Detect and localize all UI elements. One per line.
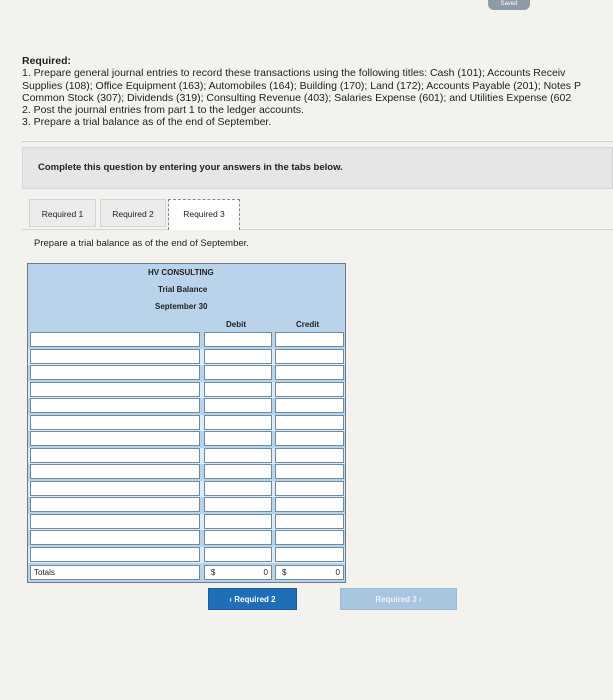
debit-input[interactable] [204, 382, 272, 397]
debit-input[interactable] [204, 464, 272, 479]
statement-title: Trial Balance [158, 285, 208, 294]
debit-input[interactable] [204, 415, 272, 430]
table-row [28, 349, 345, 366]
debit-input[interactable] [204, 431, 272, 446]
statement-date: September 30 [155, 302, 208, 311]
tab-instruction: Prepare a trial balance as of the end of September. [34, 238, 249, 249]
previous-required-2-button[interactable]: ‹ Required 2 [208, 588, 297, 610]
next-required-3-button[interactable]: Required 3 › [340, 588, 457, 610]
section-divider [22, 141, 613, 142]
account-input[interactable] [30, 365, 200, 380]
account-input[interactable] [30, 514, 200, 529]
credit-input[interactable] [275, 415, 344, 430]
credit-input[interactable] [275, 431, 344, 446]
tab-required-1[interactable]: Required 1 [29, 199, 96, 227]
table-row [28, 415, 345, 432]
debit-total-currency: $ [211, 568, 216, 577]
requirements-title: Required: [22, 55, 72, 67]
account-input[interactable] [30, 530, 200, 545]
debit-input[interactable] [204, 398, 272, 413]
debit-column-header: Debit [226, 320, 246, 329]
table-row [28, 497, 345, 514]
requirements-text [22, 55, 613, 129]
table-row [28, 431, 345, 448]
debit-input[interactable] [204, 530, 272, 545]
account-input[interactable] [30, 349, 200, 364]
debit-total-value: 0 [263, 568, 268, 577]
debit-input[interactable] [204, 547, 272, 562]
credit-input[interactable] [275, 398, 344, 413]
question-instruction-text: Complete this question by entering your answers in the tabs below. [38, 162, 343, 173]
totals-row [28, 563, 345, 582]
account-input[interactable] [30, 448, 200, 463]
account-input[interactable] [30, 431, 200, 446]
requirement-item: Common Stock (307); Dividends (319); Consulting Revenue (403); Salaries Expense (601); and Utilities Expense (602 [22, 91, 572, 104]
saved-status-badge: Saved [488, 0, 530, 10]
credit-column-header: Credit [296, 320, 320, 329]
account-input[interactable] [30, 547, 200, 562]
requirement-item: 1. Prepare general journal entries to record these transactions using the following titles: Cash (101); Accounts Receiv [22, 67, 566, 80]
table-row [28, 464, 345, 481]
credit-input[interactable] [275, 497, 344, 512]
account-input[interactable] [30, 481, 200, 496]
credit-total-value: 0 [335, 568, 340, 577]
tab-required-2[interactable]: Required 2 [100, 199, 166, 227]
credit-input[interactable] [275, 365, 344, 380]
table-row [28, 448, 345, 465]
trial-balance-header [28, 264, 345, 332]
account-input[interactable] [30, 415, 200, 430]
account-input[interactable] [30, 497, 200, 512]
credit-input[interactable] [275, 514, 344, 529]
account-input[interactable] [30, 464, 200, 479]
table-row [28, 481, 345, 498]
table-row [28, 332, 345, 349]
question-instruction-bar [22, 147, 613, 189]
credit-input[interactable] [275, 448, 344, 463]
requirement-item: Supplies (108); Office Equipment (163); Automobiles (164); Building (170); Land (172); Accounts Payable (201); Notes P [22, 79, 581, 92]
credit-total-currency: $ [282, 568, 287, 577]
table-row [28, 547, 345, 564]
debit-total-cell [204, 565, 272, 580]
debit-input[interactable] [204, 497, 272, 512]
tab-required-3[interactable]: Required 3 [168, 199, 240, 230]
totals-label: Totals [30, 565, 200, 580]
account-input[interactable] [30, 382, 200, 397]
table-row [28, 365, 345, 382]
debit-input[interactable] [204, 514, 272, 529]
debit-input[interactable] [204, 349, 272, 364]
credit-input[interactable] [275, 332, 344, 347]
credit-input[interactable] [275, 547, 344, 562]
table-row [28, 398, 345, 415]
account-input[interactable] [30, 332, 200, 347]
requirement-item: 3. Prepare a trial balance as of the end of September. [22, 116, 272, 129]
debit-input[interactable] [204, 448, 272, 463]
table-row [28, 530, 345, 547]
credit-input[interactable] [275, 481, 344, 496]
credit-input[interactable] [275, 464, 344, 479]
debit-input[interactable] [204, 365, 272, 380]
table-row [28, 514, 345, 531]
credit-input[interactable] [275, 349, 344, 364]
credit-total-cell [275, 565, 344, 580]
company-name: HV CONSULTING [148, 268, 214, 277]
requirement-item: 2. Post the journal entries from part 1 to the ledger accounts. [22, 104, 304, 117]
account-input[interactable] [30, 398, 200, 413]
table-row [28, 382, 345, 399]
debit-input[interactable] [204, 332, 272, 347]
credit-input[interactable] [275, 530, 344, 545]
credit-input[interactable] [275, 382, 344, 397]
debit-input[interactable] [204, 481, 272, 496]
trial-balance-table [27, 263, 346, 583]
